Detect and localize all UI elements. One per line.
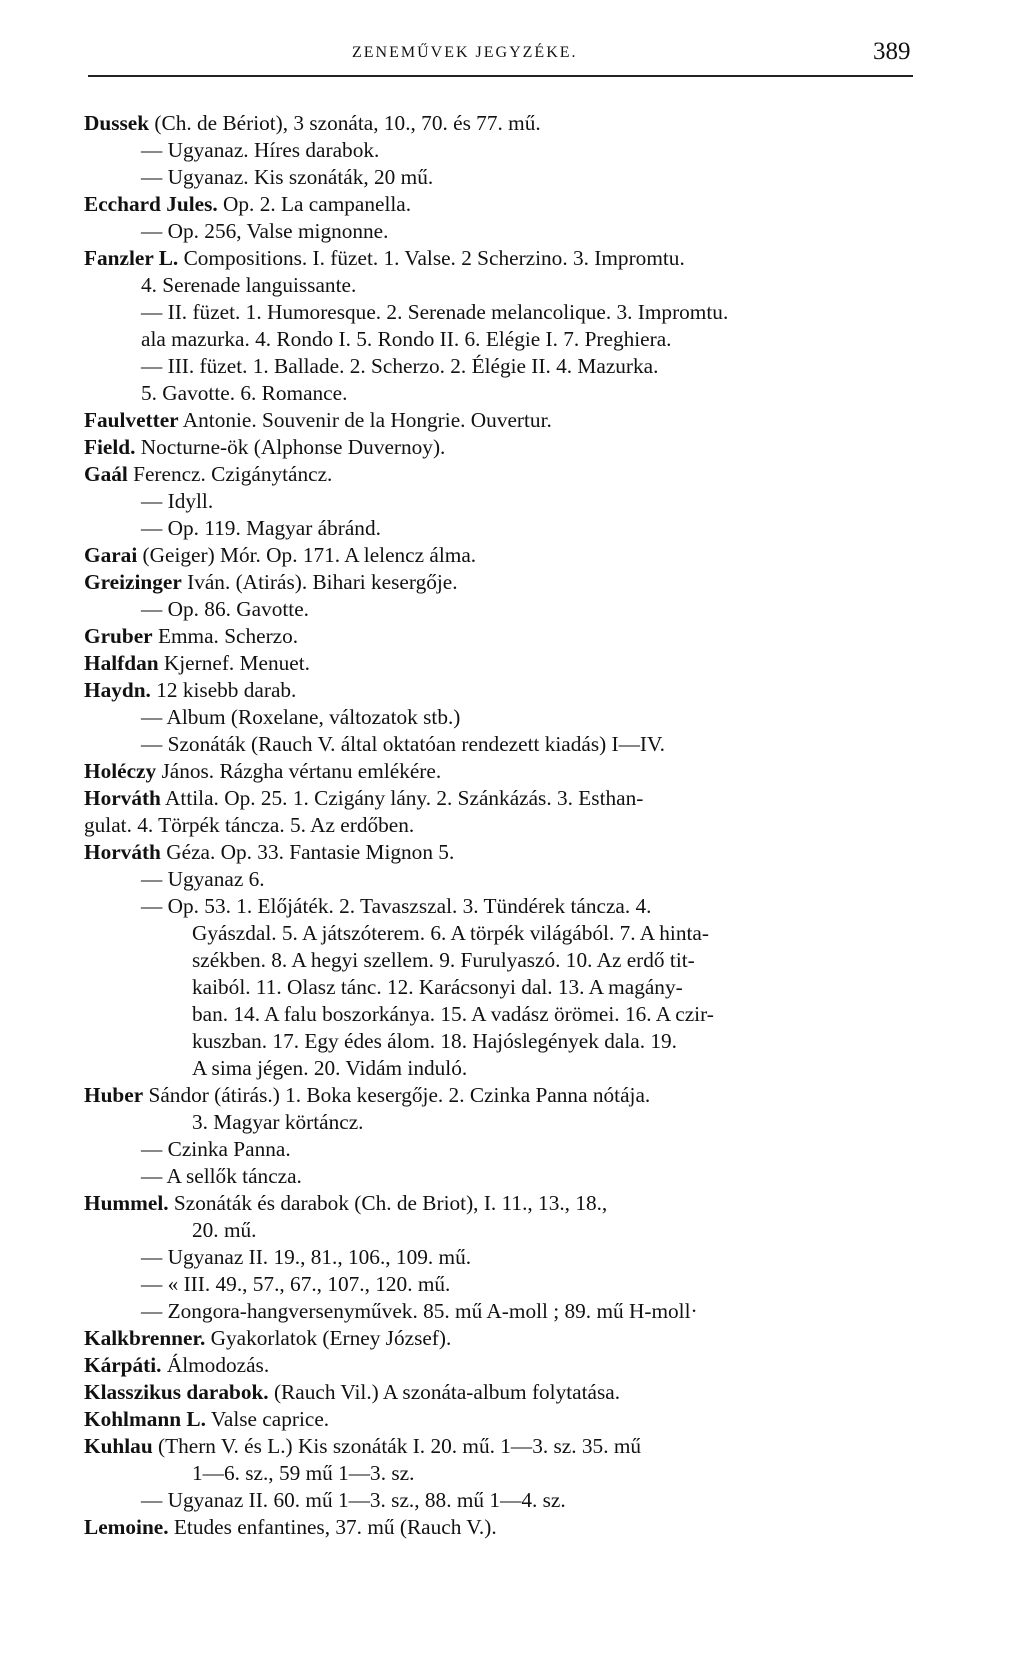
- composer-name: Kohlmann L.: [84, 1407, 206, 1431]
- composer-name: Dussek: [84, 111, 150, 135]
- entry-text: — « III. 49., 57., 67., 107., 120. mű.: [141, 1272, 451, 1296]
- entry-text: 1—6. sz., 59 mű 1—3. sz.: [192, 1461, 415, 1485]
- entry-text: Emma. Scherzo.: [152, 624, 299, 648]
- composer-name: Hummel.: [84, 1191, 169, 1215]
- entry-text: Sándor (átirás.) 1. Boka kesergője. 2. Czinka Panna nótája.: [143, 1083, 651, 1107]
- catalog-line: [84, 299, 914, 326]
- catalog-line: [84, 1244, 914, 1271]
- composer-name: Horváth: [84, 786, 161, 810]
- catalog-line: [84, 866, 914, 893]
- composer-name: Fanzler L.: [84, 246, 179, 270]
- catalog-line: [84, 1433, 914, 1460]
- catalog-line: [84, 353, 914, 380]
- entry-text: Álmodozás.: [161, 1353, 270, 1377]
- catalog-line: [84, 650, 914, 677]
- catalog-line: [84, 137, 914, 164]
- catalog-line: [84, 1379, 914, 1406]
- catalog-line: [84, 1325, 914, 1352]
- catalog-line: [84, 569, 914, 596]
- entry-text: — Ugyanaz. Kis szonáták, 20 mű.: [141, 165, 434, 189]
- catalog-line: [84, 920, 914, 947]
- catalog-line: [84, 164, 914, 191]
- running-title: ZENEMŰVEK JEGYZÉKE.: [352, 44, 578, 61]
- catalog-line: [84, 731, 914, 758]
- catalog-line: [84, 839, 914, 866]
- entry-text: ala mazurka. 4. Rondo I. 5. Rondo II. 6. Elégie I. 7. Preghiera.: [141, 327, 672, 351]
- catalog-line: [84, 1487, 914, 1514]
- catalog-line: [84, 1163, 914, 1190]
- entry-text: — A sellők táncza.: [141, 1164, 302, 1188]
- entry-text: — Zongora-hangversenyművek. 85. mű A-moll ; 89. mű H-moll·: [141, 1299, 698, 1323]
- catalog-line: [84, 1109, 914, 1136]
- entry-text: Valse caprice.: [205, 1407, 330, 1431]
- catalog-line: [84, 974, 914, 1001]
- entry-text: — III. füzet. 1. Ballade. 2. Scherzo. 2. Élégie II. 4. Mazurka.: [141, 354, 659, 378]
- catalog-line: [84, 596, 914, 623]
- entry-text: — Czinka Panna.: [141, 1137, 291, 1161]
- composer-name: Greizinger: [84, 570, 182, 594]
- entry-text: 20. mű.: [192, 1218, 257, 1242]
- catalog-line: [84, 677, 914, 704]
- composer-name: Faulvetter: [84, 408, 179, 432]
- catalog-line: [84, 893, 914, 920]
- entry-text: Géza. Op. 33. Fantasie Mignon 5.: [160, 840, 455, 864]
- catalog-line: [84, 461, 914, 488]
- entry-text: kuszban. 17. Egy édes álom. 18. Hajóslegények dala. 19.: [192, 1029, 677, 1053]
- entry-text: Antonie. Souvenir de la Hongrie. Ouvertur.: [178, 408, 552, 432]
- entry-text: 12 kisebb darab.: [150, 678, 297, 702]
- entry-text: Iván. (Atirás). Bihari kesergője.: [181, 570, 458, 594]
- catalog-line: [84, 947, 914, 974]
- catalog-line: [84, 1271, 914, 1298]
- composer-name: Gruber: [84, 624, 153, 648]
- catalog-line: [84, 1406, 914, 1433]
- catalog-line: [84, 1352, 914, 1379]
- catalog-line: [84, 1298, 914, 1325]
- composer-name: Ecchard Jules.: [84, 192, 218, 216]
- composer-name: Gaál: [84, 462, 128, 486]
- running-head: [0, 34, 1024, 74]
- entry-text: kaiból. 11. Olasz tánc. 12. Karácsonyi dal. 13. A magány-: [192, 975, 683, 999]
- entry-text: (Thern V. és L.) Kis szonáták I. 20. mű. 1—3. sz. 35. mű: [152, 1434, 642, 1458]
- catalog-line: [84, 812, 914, 839]
- entry-text: Attila. Op. 25. 1. Czigány lány. 2. Szánkázás. 3. Esthan-: [160, 786, 644, 810]
- entry-text: — Album (Roxelane, változatok stb.): [141, 705, 461, 729]
- entry-text: — Op. 86. Gavotte.: [141, 597, 309, 621]
- entry-text: — Ugyanaz II. 60. mű 1—3. sz., 88. mű 1—4. sz.: [141, 1488, 566, 1512]
- catalog-line: [84, 191, 914, 218]
- page-number: 389: [873, 38, 911, 65]
- entry-text: — Idyll.: [141, 489, 214, 513]
- entry-text: székben. 8. A hegyi szellem. 9. Furulyaszó. 10. Az erdő tit-: [192, 948, 695, 972]
- catalog-line: [84, 1028, 914, 1055]
- entry-text: 5. Gavotte. 6. Romance.: [141, 381, 348, 405]
- entry-text: (Ch. de Bériot), 3 szonáta, 10., 70. és 77. mű.: [149, 111, 541, 135]
- entry-text: — II. füzet. 1. Humoresque. 2. Serenade melancolique. 3. Impromtu.: [141, 300, 729, 324]
- entry-text: — Op. 256, Valse mignonne.: [141, 219, 389, 243]
- entry-text: Nocturne-ök (Alphonse Duvernoy).: [135, 435, 446, 459]
- catalog-line: [84, 110, 914, 137]
- entry-text: ban. 14. A falu boszorkánya. 15. A vadász örömei. 16. A czir-: [192, 1002, 714, 1026]
- composer-name: Halfdan: [84, 651, 159, 675]
- entry-text: 3. Magyar körtáncz.: [192, 1110, 364, 1134]
- catalog-line: [84, 434, 914, 461]
- catalog-line: [84, 1190, 914, 1217]
- entry-text: (Rauch Vil.) A szonáta-album folytatása.: [268, 1380, 621, 1404]
- catalog-line: [84, 407, 914, 434]
- composer-name: Klasszikus darabok.: [84, 1380, 269, 1404]
- header-rule: [88, 75, 913, 77]
- composer-name: Huber: [84, 1083, 144, 1107]
- catalog-line: [84, 380, 914, 407]
- entry-text: — Szonáták (Rauch V. által oktatóan rendezett kiadás) I—IV.: [141, 732, 665, 756]
- entry-text: Gyászdal. 5. A játszóterem. 6. A törpék világából. 7. A hinta-: [192, 921, 709, 945]
- catalog-line: [84, 326, 914, 353]
- catalog-line: [84, 758, 914, 785]
- composer-name: Holéczy: [84, 759, 157, 783]
- catalog-line: [84, 488, 914, 515]
- composer-name: Haydn.: [84, 678, 151, 702]
- catalog-line: [84, 542, 914, 569]
- entry-text: — Op. 119. Magyar ábránd.: [141, 516, 381, 540]
- catalog-line: [84, 785, 914, 812]
- entry-text: Gyakorlatok (Erney József).: [205, 1326, 452, 1350]
- catalog-line: [84, 1460, 914, 1487]
- catalog-entries: [84, 110, 914, 1541]
- entry-text: Szonáták és darabok (Ch. de Briot), I. 11., 13., 18.,: [168, 1191, 608, 1215]
- entry-text: Etudes enfantines, 37. mű (Rauch V.).: [168, 1515, 497, 1539]
- entry-text: János. Rázgha vértanu emlékére.: [156, 759, 442, 783]
- entry-text: Compositions. I. füzet. 1. Valse. 2 Scherzino. 3. Impromtu.: [178, 246, 685, 270]
- composer-name: Garai: [84, 543, 138, 567]
- entry-text: A sima jégen. 20. Vidám induló.: [192, 1056, 468, 1080]
- entry-text: (Geiger) Mór. Op. 171. A lelencz álma.: [137, 543, 477, 567]
- entry-text: gulat. 4. Törpék táncza. 5. Az erdőben.: [84, 813, 415, 837]
- catalog-line: [84, 1082, 914, 1109]
- composer-name: Field.: [84, 435, 136, 459]
- catalog-line: [84, 272, 914, 299]
- entry-text: — Op. 53. 1. Előjáték. 2. Tavaszszal. 3. Tündérek táncza. 4.: [141, 894, 652, 918]
- catalog-line: [84, 218, 914, 245]
- entry-text: Kjernef. Menuet.: [158, 651, 310, 675]
- catalog-line: [84, 1217, 914, 1244]
- entry-text: — Ugyanaz II. 19., 81., 106., 109. mű.: [141, 1245, 472, 1269]
- catalog-line: [84, 1514, 914, 1541]
- catalog-line: [84, 245, 914, 272]
- composer-name: Kárpáti.: [84, 1353, 162, 1377]
- entry-text: — Ugyanaz 6.: [141, 867, 265, 891]
- catalog-line: [84, 515, 914, 542]
- entry-text: — Ugyanaz. Híres darabok.: [141, 138, 380, 162]
- entry-text: Op. 2. La campanella.: [217, 192, 412, 216]
- composer-name: Horváth: [84, 840, 161, 864]
- catalog-line: [84, 1001, 914, 1028]
- composer-name: Kuhlau: [84, 1434, 153, 1458]
- catalog-line: [84, 1055, 914, 1082]
- catalog-line: [84, 704, 914, 731]
- composer-name: Kalkbrenner.: [84, 1326, 206, 1350]
- catalog-line: [84, 1136, 914, 1163]
- catalog-line: [84, 623, 914, 650]
- composer-name: Lemoine.: [84, 1515, 169, 1539]
- entry-text: Ferencz. Czigánytáncz.: [127, 462, 333, 486]
- entry-text: 4. Serenade languissante.: [141, 273, 357, 297]
